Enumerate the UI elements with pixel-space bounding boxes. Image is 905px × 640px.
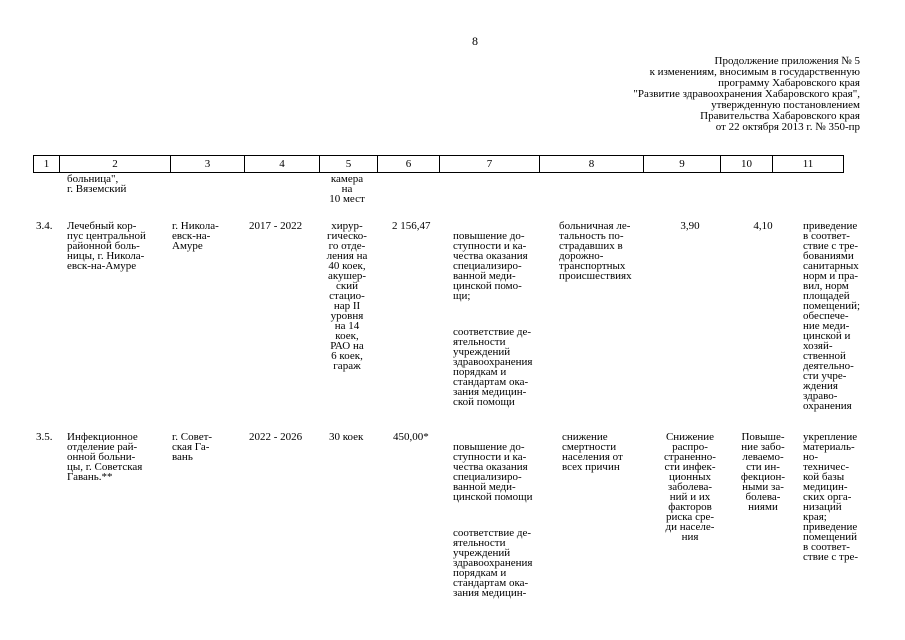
indicator: больничная ле- тальность по- страдавших в дорожно- транспортных происшествиях [559,220,632,282]
goals [453,221,532,417]
object-name: Инфекционное отделение рай- онной больни- цы, г. Советская Гавань.** [67,431,143,483]
indicator: снижение смертности населения от всех причин [562,431,623,473]
cost: 2 156,47 [392,220,431,232]
object-name: Лечебный кор- пус центральной районной боль- ницы, г. Никола- евск-на-Амуре [67,220,146,272]
value-base: 3,90 [680,220,700,232]
header-col-5: 5 [319,156,377,172]
appendix-line: от 22 октября 2013 г. № 350-пр [715,121,860,133]
header-col-7: 7 [439,156,539,172]
value-base: Снижение распро- страненно- сти инфек- ционных заболева- ний и их факторов риска сре- ди населе- ния [664,431,716,543]
goals [453,432,532,608]
location: г. Совет- ская Га- вань [172,431,213,463]
value-target: 4,10 [753,220,773,232]
capacity: 30 коек [329,431,364,443]
location: г. Никола- евск-на- Амуре [172,220,219,252]
appendix-line: к изменениям, вносимым в государственную [649,66,860,78]
value-target: Повыше- ние забо- леваемо- сти ин- фекцион- ными за- болева- ниями [740,431,786,513]
goal-text: повышение до- ступности и ка- чества оказания специализиро- ванной меди- цинской помощи [453,441,533,503]
period: 2017 - 2022 [249,220,303,232]
header-col-8: 8 [539,156,643,172]
expected-result: приведение в соответ- ствие с тре- бованиями санитарных норм и пра- вил, норм площадей помещений; обеспече- ние меди- цинской и хозяй- ственной деятельно- сти учре- ждения здраво- охранения [803,220,861,412]
goal-text: повышение до- ступности и ка- чества оказания специализиро- ванной меди- цинской помо- щи; [453,230,528,302]
appendix-line: программу Хабаровского края [718,77,860,89]
header-col-10: 10 [720,156,772,172]
carry-col5-text: камера на 10 мест [329,173,365,205]
appendix-caption [560,56,860,133]
header-col-3: 3 [170,156,244,172]
row-number: 3.5. [36,431,53,443]
header-col-2: 2 [59,156,170,172]
appendix-line: "Развитие здравоохранения Хабаровского края", [633,88,860,100]
carry-col2-text: больница", г. Вяземский [67,173,127,195]
goal-text: соответствие де- ятельности учреждений здравоохранения порядкам и стандартам ока- зания медицин- ской помощи [453,326,533,408]
header-col-6: 6 [377,156,439,172]
row-number: 3.4. [36,220,53,232]
appendix-line: утвержденную постановлением [711,99,860,111]
appendix-line: Правительства Хабаровского края [700,110,860,122]
expected-result: укрепление материаль- но- техничес- кой базы медицин- ских орга- низаций края; приведение помещений в соответ- ствие с тре- [803,431,859,563]
appendix-line: Продолжение приложения № 5 [714,55,860,67]
page-number: 8 [472,34,478,48]
header-col-1: 1 [43,158,50,170]
goal-text: соответствие де- ятельности учреждений здравоохранения порядкам и стандартам ока- зания медицин- [453,527,533,599]
header-col-11: 11 [772,156,843,172]
header-col-4: 4 [244,156,319,172]
cost: 450,00* [393,431,429,443]
capacity: хирур- гическо- го отде- ления на 40 коек, акушер- ский стацио- нар II уровня на 14 коек, РАО на 6 коек, гараж [326,220,368,372]
table-header [33,155,844,173]
header-col-9: 9 [643,156,720,172]
period: 2022 - 2026 [249,431,303,443]
